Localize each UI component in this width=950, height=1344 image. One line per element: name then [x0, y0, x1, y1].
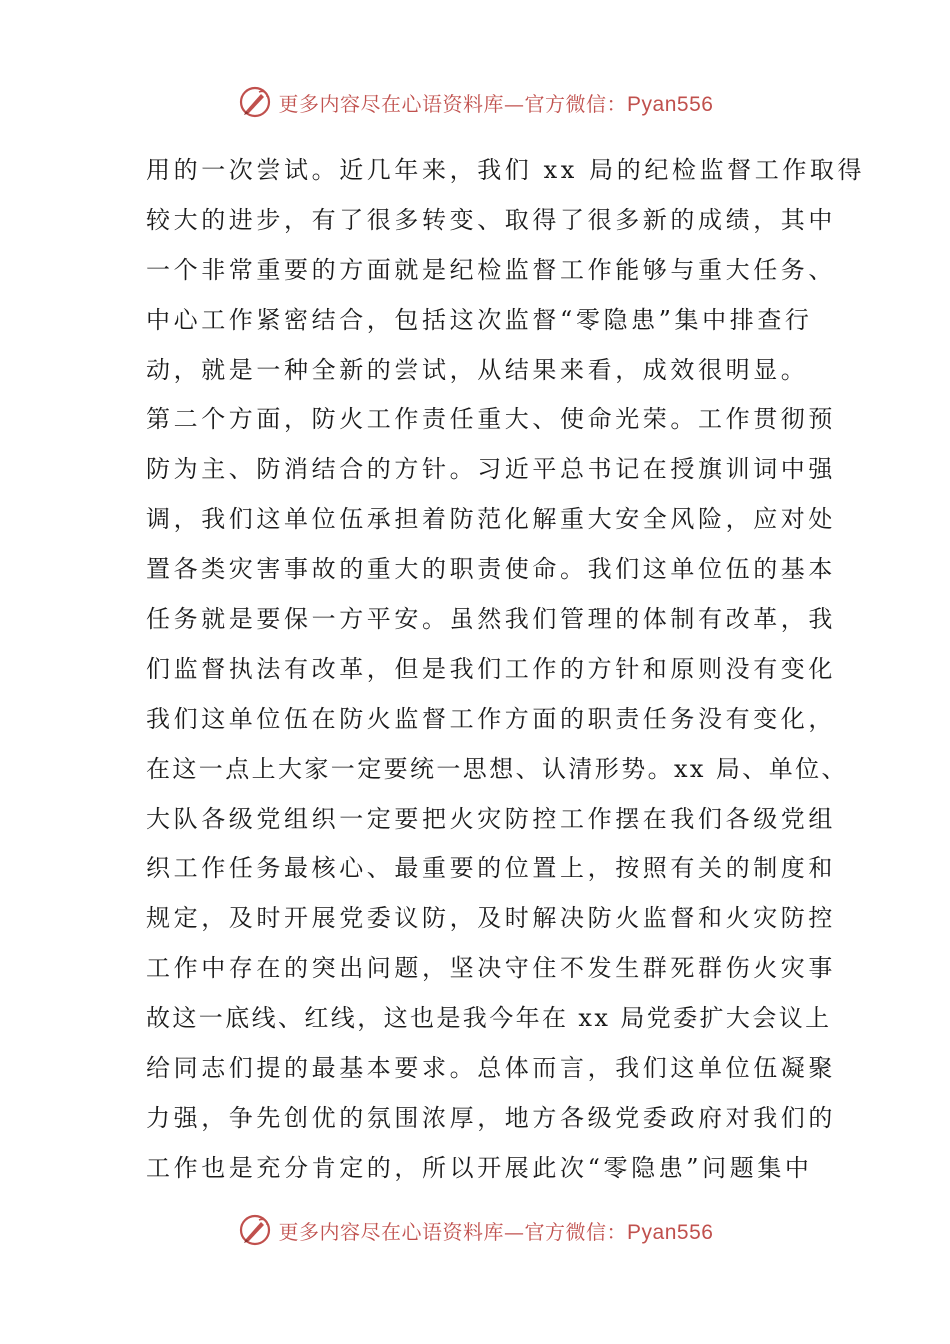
body-line: 较大的进步，有了很多转变、取得了很多新的成绩，其中	[146, 205, 836, 234]
body-line: 织工作任务最核心、最重要的位置上，按照有关的制度和	[146, 854, 836, 883]
pen-logo-icon	[237, 84, 273, 120]
footer-banner-text: 更多内容尽在心语资料库—官方微信：Pyan556	[278, 1219, 714, 1244]
body-line: 中心工作紧密结合，包括这次监督“零隐患”集中排查行	[146, 305, 813, 334]
header-banner-text: 更多内容尽在心语资料库—官方微信：Pyan556	[278, 91, 714, 116]
body-line: 给同志们提的最基本要求。总体而言，我们这单位伍凝聚	[146, 1054, 836, 1083]
body-line: 用的一次尝试。近几年来，我们 xx 局的纪检监督工作取得	[146, 156, 866, 184]
pen-logo-icon	[237, 1212, 273, 1248]
body-line: 规定，及时开展党委议防，及时解决防火监督和火灾防控	[146, 904, 836, 933]
header-banner	[0, 82, 950, 122]
body-line: 力强，争先创优的氛围浓厚，地方各级党委政府对我们的	[146, 1103, 836, 1132]
footer-wechat-id: Pyan556	[627, 1220, 714, 1244]
body-line: 工作中存在的突出问题，坚决守住不发生群死群伤火灾事	[146, 954, 836, 983]
body-line: 动，就是一种全新的尝试，从结果来看，成效很明显。	[146, 355, 809, 384]
body-line: 大队各级党组织一定要把火灾防控工作摆在我们各级党组	[146, 804, 836, 833]
footer-banner	[0, 1210, 950, 1250]
document-body	[146, 146, 866, 1194]
body-line: 置各类灾害事故的重大的职责使命。我们这单位伍的基本	[146, 555, 836, 584]
body-line: 一个非常重要的方面就是纪检监督工作能够与重大任务、	[146, 255, 836, 284]
body-line: 在这一点上大家一定要统一思想、认清形势。xx 局、单位、	[146, 754, 848, 783]
body-line: 我们这单位伍在防火监督工作方面的职责任务没有变化，	[146, 704, 836, 733]
body-line: 任务就是要保一方平安。虽然我们管理的体制有改革，我	[146, 605, 836, 634]
body-line: 调，我们这单位伍承担着防范化解重大安全风险，应对处	[146, 505, 836, 534]
body-line: 防为主、防消结合的方针。习近平总书记在授旗训词中强	[146, 455, 836, 484]
body-line: 工作也是充分肯定的，所以开展此次“零隐患”问题集中	[146, 1153, 813, 1182]
body-line: 第二个方面，防火工作责任重大、使命光荣。工作贯彻预	[146, 405, 836, 434]
header-wechat-id: Pyan556	[627, 92, 714, 116]
body-line: 故这一底线、红线，这也是我今年在 xx 局党委扩大会议上	[146, 1004, 832, 1033]
body-line: 们监督执法有改革，但是我们工作的方针和原则没有变化	[146, 654, 836, 683]
